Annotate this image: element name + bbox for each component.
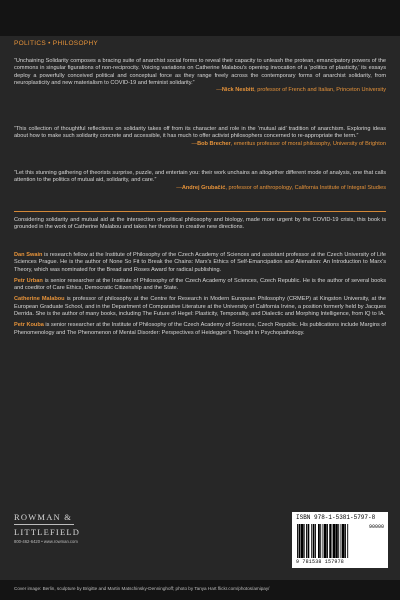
bio-catherine-malabou bbox=[14, 296, 386, 318]
blurb-affiliation: , professor of anthropology, California Institute of Integral Studies bbox=[225, 184, 386, 191]
description-text: Considering solidarity and mutual aid at the intersection of political philosophy and biology, made more urgent by the COVID-19 crisis, this book is grounded in the work of Catherine Malabou and takes her theories in creative new directions. bbox=[14, 217, 386, 231]
bio-text: is senior researcher at the Institute of Philosophy of the Czech Academy of Sciences, Czech Republic. His publications include Margins of Phenomenology and The Phenomenon of Mental Disorder: Perspectives of Heidegger’s Thought in Psychopathology. bbox=[14, 322, 386, 336]
bio-name: Petr Kouba bbox=[14, 322, 44, 329]
publisher-name-line1: ROWMAN & bbox=[14, 512, 73, 522]
barcode-bar bbox=[347, 524, 348, 558]
bio-text: is professor of philosophy at the Centre for Research in Modern European Philosophy (CRMEP) at Kingston University, at the European Graduate School, and in the Department of Comparative Literature at the University of California Irvine, a position formerly held by Jacques Derrida. She is the author of many books, including The Future of Hegel: Plasticity, Temporality, and Dialectic and Morphing Intelligence, from IQ to IA. bbox=[14, 296, 387, 318]
publisher-logo bbox=[14, 512, 84, 544]
barcode-bar bbox=[306, 524, 307, 558]
category-label: POLITICS • PHILOSOPHY bbox=[14, 40, 99, 47]
barcode-bar bbox=[341, 524, 342, 558]
bio-petr-kouba bbox=[14, 322, 386, 337]
blurb-text: “This collection of thoughtful reflections on solidarity takes off from its character and role in the ‘mutual aid’ tradition of anarchism. Exploring ideas about how to make such solidarity concrete and accessible, it has much to offer activist philosophers concerned to re-appropriate the term.” bbox=[14, 126, 386, 140]
publisher-contact: 800-462-6420 • www.rowman.com bbox=[14, 539, 78, 544]
blurb-affiliation: , professor of French and Italian, Princeton University bbox=[254, 87, 386, 94]
barcode-bar bbox=[313, 524, 315, 558]
blurb-text: “Unchaining Solidarity composes a bracing suite of anarchist social forms to reveal their capacity to unleash the protean, emancipatory powers of the commons in singular figurations of non-reciprocity. Voicing variations on Catherine Malabou’s opening invocation of a ‘politics of plasticity,’ its essays deploy a powerfully conceived political and conceptual force as they range freely across the contemporary forms of anarchist solidarity, from neuroplasticity and new materialism to COVID-19 and feminist solidarity.” bbox=[14, 58, 386, 86]
blurb-affiliation: , emeritus professor of moral philosophy, University of Brighton bbox=[230, 140, 386, 147]
barcode-bar bbox=[324, 524, 327, 558]
barcode-bar bbox=[301, 524, 304, 558]
blurb-attribution: —Bob Brecher, emeritus professor of moral philosophy, University of Brighton bbox=[191, 140, 386, 147]
barcode-bar bbox=[299, 524, 301, 558]
barcode-bar bbox=[333, 524, 336, 558]
barcode-bar bbox=[311, 524, 312, 558]
barcode-bar bbox=[332, 524, 333, 558]
barcode-bar bbox=[345, 524, 346, 558]
cover-credit: Cover image: Berlin, sculpture by Brigitte and Martin Matschinsky-Denninghoff; photo by Tanya Hart flickr.com/photos/amipay/ bbox=[14, 586, 270, 591]
barcode-bar bbox=[318, 524, 320, 558]
publisher-site: www.rowman.com bbox=[43, 539, 78, 544]
bio-name: Catherine Malabou bbox=[14, 296, 65, 303]
bio-name: Dan Swain bbox=[14, 252, 43, 258]
barcode-bar bbox=[327, 524, 328, 558]
bio-text: is research fellow at the Institute of Philosophy of the Czech Academy of Sciences and assistant professor at the Czech University of Life Sciences Prague. He is the author of None So Fit to Break the Chains: Marx’s Ethics of Self-Emancipation and Alienation: An Introduction to Marx’s Theory, which was nominated for the Bread and Roses Award for radical publishing. bbox=[14, 252, 386, 273]
publisher-rule bbox=[14, 524, 74, 525]
bio-name: Petr Urban bbox=[14, 277, 43, 284]
barcode-bar bbox=[297, 524, 298, 558]
publisher-phone: 800-462-6420 bbox=[14, 539, 41, 544]
barcode-digits: 9 781538 157978 bbox=[296, 559, 345, 565]
barcode-bar bbox=[342, 524, 345, 558]
barcode-bar bbox=[320, 524, 321, 558]
barcode-bar bbox=[308, 524, 310, 558]
bio-text: is senior researcher at the Institute of Philosophy of the Czech Academy of Sciences, Czech Republic. He is the author of several books and coeditor of Care Ethics, Democratic Citizenship and the State. bbox=[14, 277, 386, 292]
price-code: 90000 bbox=[368, 524, 384, 530]
divider bbox=[14, 211, 386, 212]
bio-dan-swain bbox=[14, 252, 386, 274]
barcode-bar bbox=[304, 524, 305, 558]
barcode bbox=[292, 512, 388, 568]
bio-petr-urban bbox=[14, 278, 386, 293]
author-bios bbox=[14, 252, 386, 341]
blurb-text: “Let this stunning gathering of theorists surprise, puzzle, and entertain you: their work unchains an altogether different mode of analysis, one that calls attention to the politics of mutual aid, solidarity, and care.” bbox=[14, 170, 386, 184]
blurb-3 bbox=[14, 170, 386, 192]
isbn-label: ISBN 978-1-5381-5797-8 bbox=[296, 514, 376, 521]
description bbox=[14, 217, 386, 232]
barcode-bar bbox=[329, 524, 331, 558]
blurb-attribution: —Nick Nesbitt, professor of French and Italian, Princeton University bbox=[216, 87, 386, 94]
blurb-attribution: —Andrej Grubačić, professor of anthropology, California Institute of Integral Studies bbox=[176, 184, 386, 191]
blurb-author: Bob Brecher bbox=[197, 140, 231, 147]
blurb-author: Nick Nesbitt bbox=[221, 87, 255, 94]
blurb-2 bbox=[14, 126, 386, 148]
barcode-bar bbox=[315, 524, 316, 558]
blurb-author: Andrej Grubačić bbox=[181, 184, 226, 191]
barcode-bar bbox=[336, 524, 338, 558]
top-band bbox=[0, 0, 400, 36]
barcode-bar bbox=[338, 524, 339, 558]
blurb-1 bbox=[14, 58, 386, 94]
barcode-bars bbox=[296, 524, 366, 558]
publisher-name-line2: LITTLEFIELD bbox=[14, 527, 81, 537]
barcode-bar bbox=[323, 524, 324, 558]
